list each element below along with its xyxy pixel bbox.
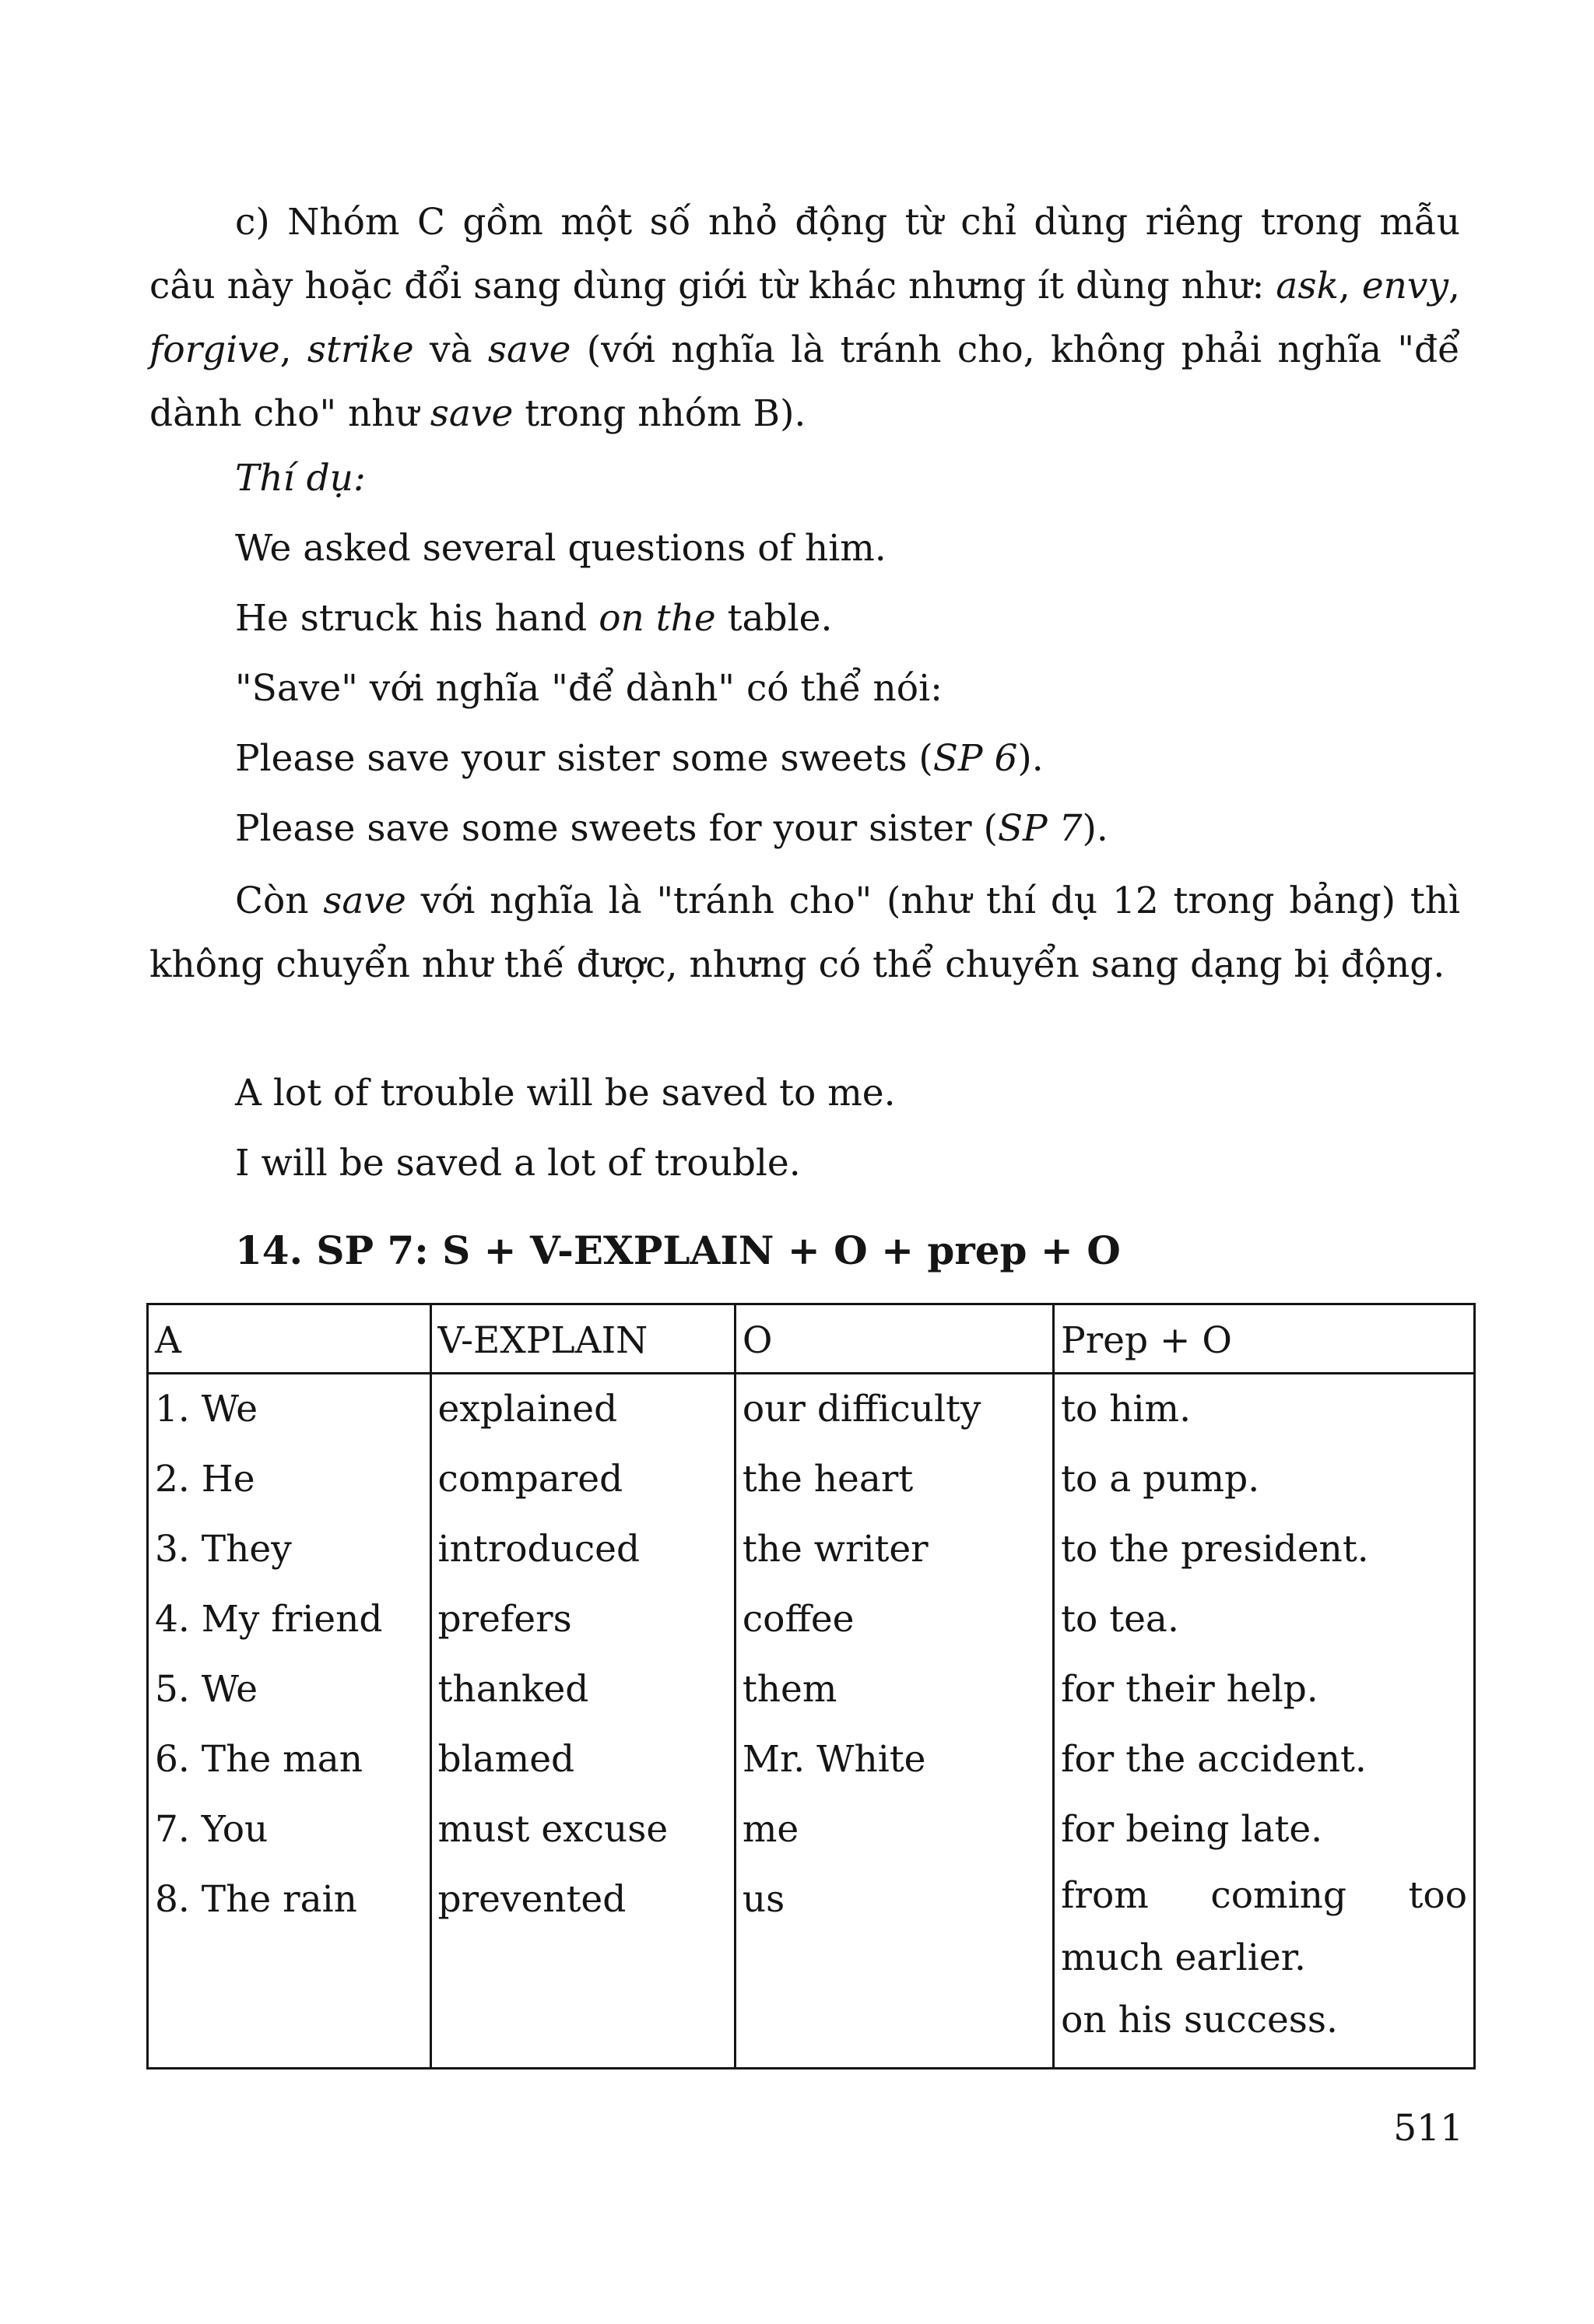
passive-line-1: A lot of trouble will be saved to me.: [235, 1072, 896, 1115]
section-heading: 14. SP 7: S + V-EXPLAIN + O + prep + O: [235, 1227, 1121, 1273]
term-save: save: [323, 879, 406, 922]
column-header-prep: Prep + O: [1054, 1304, 1475, 1374]
column-header-object: O: [735, 1304, 1053, 1374]
passive-line-2: I will be saved a lot of trouble.: [235, 1142, 801, 1185]
intro-label: c): [235, 201, 270, 244]
prep-cell-multiline: from coming too much earlier. on his success.: [1054, 1865, 1475, 2069]
term-envy: envy: [1361, 265, 1449, 307]
intro-text-3: trong nhóm B).: [513, 392, 806, 435]
example-line-1: We asked several questions of him.: [235, 527, 887, 570]
intro-paragraph: c) Nhóm C gồm một số nhỏ động từ chỉ dùng riêng trong mẫu câu này hoặc đổi sang dùng giới từ khác nhưng ít dùng như: ask, envy, forgive, strike và save (với nghĩa là tránh cho, không phải nghĩa "để dành cho" như save trong nhóm B).: [149, 201, 1460, 435]
table-row: 4. My friend prefers coffee to tea.: [148, 1585, 1475, 1655]
intro-text-2: (với nghĩa là tránh cho, không phải nghĩa "để dành cho" như: [149, 328, 1460, 435]
page-number: 511: [1393, 2107, 1463, 2150]
table-row: 6. The man blamed Mr. White for the accident.: [148, 1725, 1475, 1795]
table-row: 1. We explained our difficulty to him.: [148, 1374, 1475, 1445]
term-forgive: forgive: [149, 328, 280, 371]
table-row: 8. The rain prevented us from coming too much earlier. on his success.: [148, 1865, 1475, 2069]
term-save-2: save: [430, 392, 514, 435]
term-strike: strike: [307, 328, 414, 371]
table-row: 5. We thanked them for their help.: [148, 1655, 1475, 1725]
term-ask: ask: [1276, 265, 1339, 307]
column-header-a: A: [148, 1304, 431, 1374]
pattern-table: [146, 1303, 1476, 2069]
table-header-row: [148, 1304, 1475, 1374]
example-line-4: Please save your sister some sweets (SP 6).: [235, 737, 1044, 780]
table-row: 2. He compared the heart to a pump.: [148, 1445, 1475, 1515]
note-paragraph: Còn save với nghĩa là "tránh cho" (như thí dụ 12 trong bảng) thì không chuyển như thế được, nhưng có thể chuyển sang dạng bị động.: [149, 879, 1461, 986]
table-row: 7. You must excuse me for being late.: [148, 1795, 1475, 1865]
example-line-3: "Save" với nghĩa "để dành" có thể nói:: [235, 667, 943, 710]
table-row: 3. They introduced the writer to the president.: [148, 1515, 1475, 1585]
examples-label: Thí dụ:: [235, 457, 366, 500]
example-line-5: Please save some sweets for your sister (SP 7).: [235, 807, 1108, 850]
term-save: save: [487, 328, 571, 371]
column-header-verb: V-EXPLAIN: [430, 1304, 735, 1374]
intro-text-1: Nhóm C gồm một số nhỏ động từ chỉ dùng riêng trong mẫu câu này hoặc đổi sang dùng giới từ khác nhưng ít dùng như:: [149, 201, 1460, 307]
example-line-2: He struck his hand on the table.: [235, 597, 833, 640]
